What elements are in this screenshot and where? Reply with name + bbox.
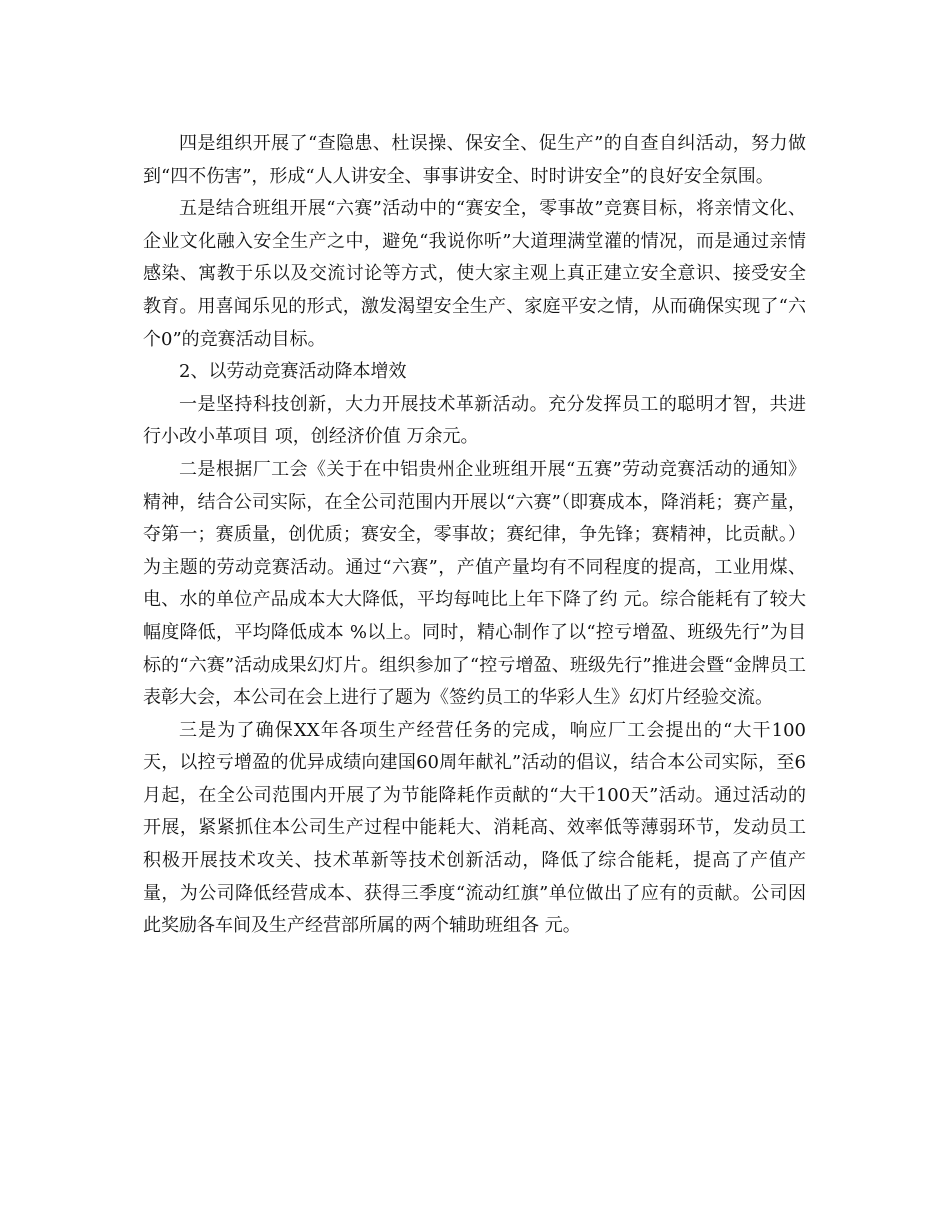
paragraph-hundred-days-campaign: 三是为了确保XX年各项生产经营任务的完成，响应厂工会提出的“大干100天，以控亏增盈的优异成绩向建国60周年献礼”活动的倡议，结合本公司实际，至6月起，在全公司范围内开展了为节能降耗作贡献的“大干100天”活动。通过活动的开展，紧紧抓住本公司生产过程中能耗大、消耗高、效率低等薄弱环节，发动员工积极开展技术攻关、技术革新等技术创新活动，降低了综合能耗，提高了产值产量，为公司降低经营成本、获得三季度“流动红旗”单位做出了应有的贡献。公司因此奖励各车间及生产经营部所属的两个辅助班组各 元。 — [143, 719, 806, 937]
section-heading-labor-contest: 2、以劳动竞赛活动降本增效 — [179, 361, 407, 383]
paragraph-tech-innovation: 一是坚持科技创新，大力开展技术革新活动。充分发挥员工的聪明才智，共进行小改小革项目 项，创经济价值 万余元。 — [143, 393, 806, 448]
paragraph-safety-self-inspection: 四是组织开展了“查隐患、杜误操、保安全、促生产”的自查自纠活动，努力做到“四不伤害”，形成“人人讲安全、事事讲安全、时时讲安全”的良好安全氛围。 — [143, 133, 806, 187]
paragraph-six-contests-safety: 五是结合班组开展“六赛”活动中的“赛安全，零事故”竞赛目标，将亲情文化、企业文化融入安全生产之中，避免“我说你听”大道理满堂灌的情况，而是通过亲情感染、寓教于乐以及交流讨论等方式，使大家主观上真正建立安全意识、接受安全教育。用喜闻乐见的形式，激发渴望安全生产、家庭平安之情，从而确保实现了“六个0”的竞赛活动目标。 — [143, 198, 806, 350]
paragraph-six-contests-labor: 二是根据厂工会《关于在中铝贵州企业班组开展“五赛”劳动竞赛活动的通知》精神，结合公司实际，在全公司范围内开展以“六赛”（即赛成本，降消耗；赛产量，夺第一；赛质量，创优质；赛安全，零事故；赛纪律，争先锋；赛精神，比贡献。）为主题的劳动竞赛活动。通过“六赛”，产值产量均有不同程度的提高，工业用煤、电、水的单位产品成本大大降低，平均每吨比上年下降了约 元。综合能耗有了较大幅度降低，平均降低成本 %以上。同时，精心制作了以“控亏增盈、班级先行”为目标的“六赛”活动成果幻灯片。组织参加了“控亏增盈、班级先行”推进会暨“金牌员工表彰大会，本公司在会上进行了题为《签约员工的华彩人生》幻灯片经验交流。 — [143, 458, 806, 709]
document-body — [143, 128, 806, 943]
